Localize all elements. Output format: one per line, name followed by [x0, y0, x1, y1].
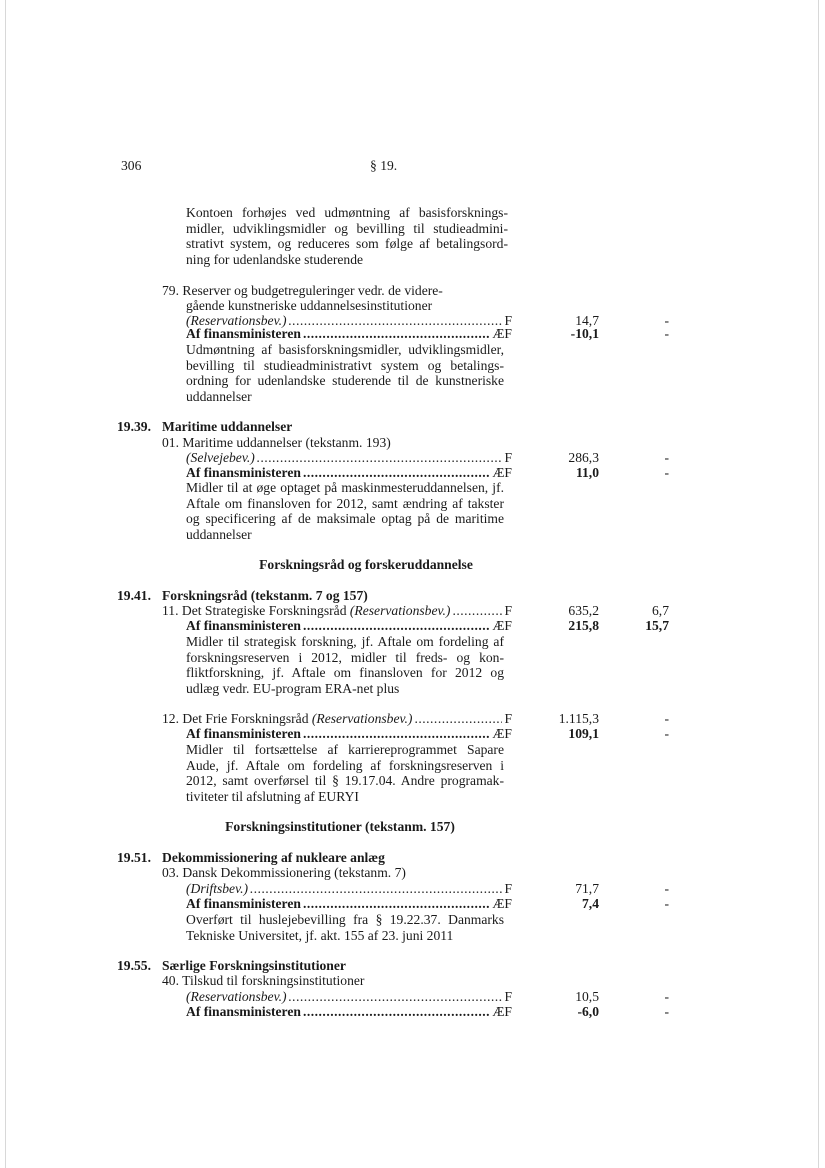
section-1941-title: Forskningsråd (tekstanm. 7 og 157) [162, 588, 368, 603]
item-79-description: Udmøntning af basisforskningsmidler, udviklingsmidler, bevilling til studieadministrativt system og betalings-ordning for udenlandske studerende til de kunstneriske uddannelser [186, 342, 504, 404]
budget-line-label: (Reservationsbev.) [186, 313, 287, 328]
section-1955-value-1: 10,5 [575, 989, 599, 1004]
section-1951-af-value-2: - [664, 896, 669, 911]
heading-forskningsraad: Forskningsråd og forskeruddannelse [259, 557, 473, 572]
section-1939-title: Maritime uddannelser [162, 419, 293, 434]
page-number: 306 [121, 158, 142, 173]
scan-edge-line [818, 0, 819, 1168]
section-1951-value-1: 71,7 [575, 881, 599, 896]
section-1939-value-2: - [664, 450, 669, 465]
budget-line-label: (Selvejebev.) [186, 450, 255, 465]
item-11-value-2: 6,7 [652, 603, 669, 618]
section-1941-number: 19.41. [117, 588, 151, 603]
heading-institutioner: Forskningsinstitutioner (tekstanm. 157) [225, 819, 455, 834]
budget-line-code: F [504, 711, 512, 726]
item-12-af-value-1: 109,1 [568, 726, 599, 741]
budget-line-code: F [504, 881, 512, 896]
item-79-value-2: - [664, 313, 669, 328]
section-header: § 19. [370, 158, 398, 173]
scan-edge-line [5, 0, 6, 1168]
item-79-af-value-1: -10,1 [570, 326, 599, 341]
section-1955-af-value-2: - [664, 1004, 669, 1019]
finansministeren-label: Af finansministeren [186, 726, 301, 741]
item-11-af-value-2: 15,7 [645, 618, 669, 633]
finansministeren-code: ÆF [492, 618, 512, 633]
section-1951-finansministeren-line [186, 896, 512, 912]
finansministeren-label: Af finansministeren [186, 618, 301, 633]
item-12-value-2: - [664, 711, 669, 726]
item-11-value-1: 635,2 [568, 603, 599, 618]
budget-line-code: F [504, 989, 512, 1004]
section-1955-value-2: - [664, 989, 669, 1004]
budget-line-label: (Reservationsbev.) [186, 989, 287, 1004]
item-79-title-cont: gående kunstneriske uddannelsesinstitutioner [186, 298, 433, 313]
budget-line-label: 12. Det Frie Forskningsråd [162, 711, 312, 726]
finansministeren-label: Af finansministeren [186, 326, 301, 341]
section-1951-budget-line [186, 881, 512, 897]
item-11-finansministeren-line [186, 618, 512, 634]
item-12-value-1: 1.115,3 [558, 711, 599, 726]
item-11-description: Midler til strategisk forskning, jf. Aftale om fordeling af forskningsreserven i 2012, midler til freds- og kon-fliktforskning, jf. Aftale om finansloven for 2012 og udlæg vedr. EU-program ERA-net plus [186, 634, 504, 696]
item-79-title: 79. Reserver og budgetreguleringer vedr. de videre- [162, 283, 443, 298]
section-1955-number: 19.55. [117, 958, 151, 973]
section-1939-description: Midler til at øge optaget på maskinmesteruddannelsen, jf. Aftale om finansloven for 2012, samt ændring af takster og specificering af de maksimale optag på de maritime uddannelser [186, 480, 504, 542]
finansministeren-code: ÆF [492, 726, 512, 741]
finansministeren-code: ÆF [492, 1004, 512, 1019]
item-79-af-value-2: - [664, 326, 669, 341]
section-1951-af-value-1: 7,4 [582, 896, 599, 911]
section-1951-number: 19.51. [117, 850, 151, 865]
section-1951-title: Dekommissionering af nukleare anlæg [162, 850, 385, 865]
budget-line-label-italic: (Reservationsbev.) [349, 603, 451, 618]
budget-line-code: F [504, 450, 512, 465]
finansministeren-code: ÆF [492, 465, 512, 480]
finansministeren-code: ÆF [492, 896, 512, 911]
item-11-af-value-1: 215,8 [568, 618, 599, 633]
finansministeren-label: Af finansministeren [186, 896, 301, 911]
section-1955-af-value-1: -6,0 [577, 1004, 599, 1019]
section-1951-value-2: - [664, 881, 669, 896]
section-1939-value-1: 286,3 [568, 450, 599, 465]
budget-line-label-italic: (Reservationsbev.) [311, 711, 413, 726]
section-1939-finansministeren-line [186, 465, 512, 481]
section-1939-number: 19.39. [117, 419, 151, 434]
item-79-value-1: 14,7 [575, 313, 599, 328]
section-1939-sub: 01. Maritime uddannelser (tekstanm. 193) [162, 435, 391, 450]
section-1955-sub: 40. Tilskud til forskningsinstitutioner [162, 973, 365, 988]
budget-line-label: (Driftsbev.) [186, 881, 249, 896]
finansministeren-label: Af finansministeren [186, 465, 301, 480]
budget-line-label: 11. Det Strategiske Forskningsråd [162, 603, 350, 618]
item-12-finansministeren-line [186, 726, 512, 742]
item-79-finansministeren-line [186, 326, 512, 342]
item-12-description: Midler til fortsættelse af karriereprogrammet Sapare Aude, jf. Aftale om fordeling af forskningsreserven i 2012, samt overførsel til § 19.17.04. Andre programak-tiviteter til afslutning af EURYI [186, 742, 504, 804]
item-12-budget-line [162, 711, 512, 727]
budget-line-code: F [504, 603, 512, 618]
section-1955-budget-line [186, 989, 512, 1005]
section-1939-af-value-1: 11,0 [575, 465, 599, 480]
section-1951-sub: 03. Dansk Dekommissionering (tekstanm. 7) [162, 865, 406, 880]
section-1955-finansministeren-line [186, 1004, 512, 1020]
finansministeren-label: Af finansministeren [186, 1004, 301, 1019]
intro-paragraph: Kontoen forhøjes ved udmøntning af basisforsknings-midler, udviklingsmidler og bevilling til studieadmini-strativt system, og reduceres som følge af betalingsord-ning for udenlandske studerende [186, 205, 508, 267]
item-12-af-value-2: - [664, 726, 669, 741]
budget-line-code: F [504, 313, 512, 328]
section-1955-title: Særlige Forskningsinstitutioner [162, 958, 346, 973]
section-1939-budget-line [186, 450, 512, 466]
item-11-budget-line [162, 603, 512, 619]
section-1951-description: Overført til huslejebevilling fra § 19.22.37. Danmarks Tekniske Universitet, jf. akt. 155 af 23. juni 2011 [186, 912, 504, 943]
finansministeren-code: ÆF [492, 326, 512, 341]
section-1939-af-value-2: - [664, 465, 669, 480]
